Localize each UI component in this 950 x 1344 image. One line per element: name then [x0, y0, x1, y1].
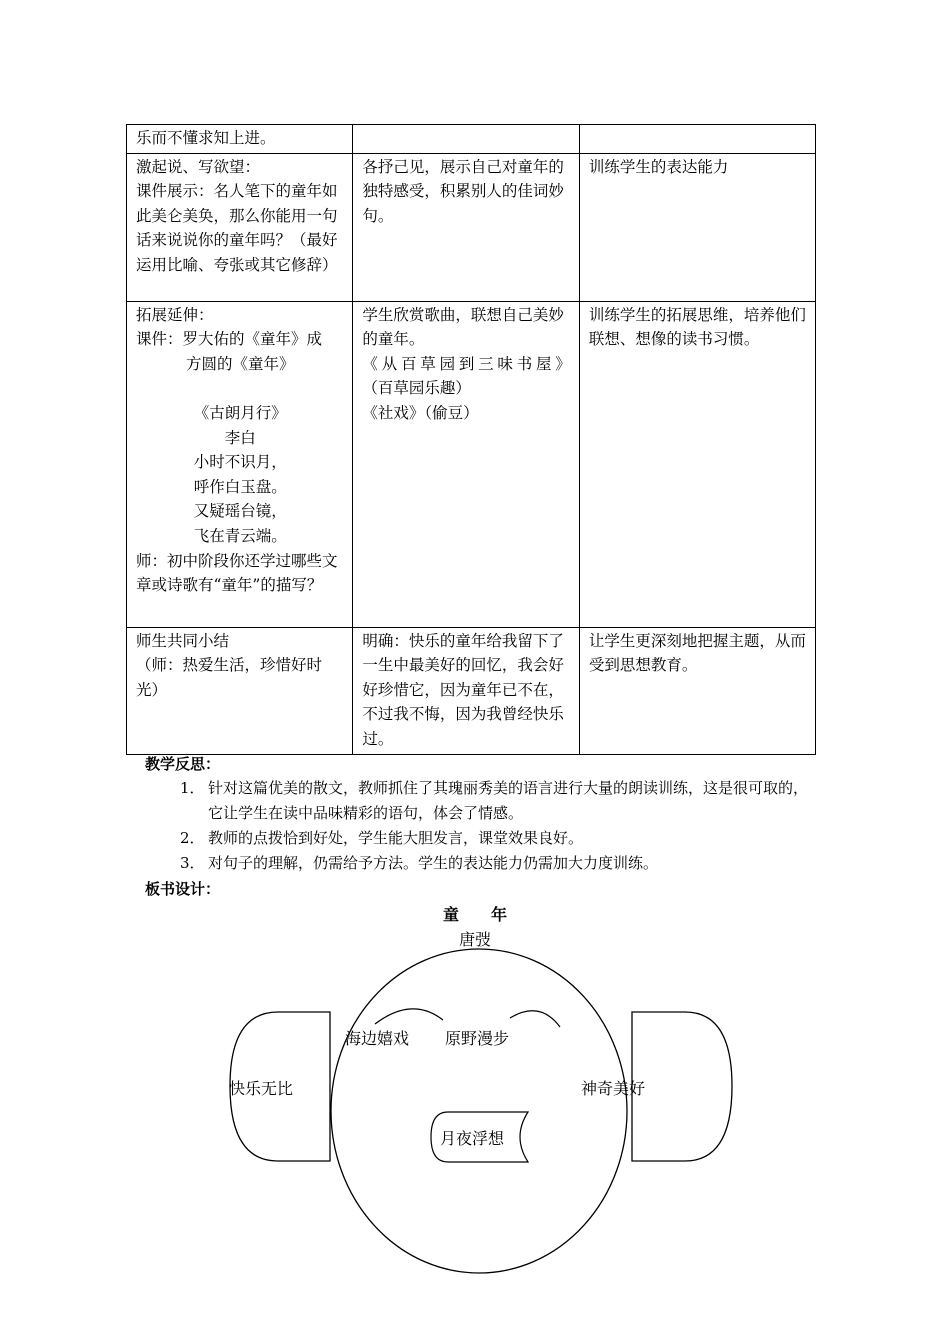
item-number: 3． [180, 854, 205, 872]
item-text: 对句子的理解，仍需给予方法。学生的表达能力仍需加大力度训练。 [208, 854, 659, 872]
poem-author: 李白 [224, 428, 256, 447]
poem-line: 又疑瑶台镜， [193, 502, 287, 521]
board-heading: 板书设计： [145, 880, 221, 898]
mouth-label: 月夜浮想 [440, 1129, 505, 1148]
right-ear-shape [632, 1012, 732, 1161]
cell-text: 学生欣赏歌曲，联想自己美妙的童年。 [362, 305, 564, 349]
cell-text: 激起说、写欲望： [136, 157, 261, 176]
poem-line: 飞在青云端。 [193, 526, 287, 545]
poem-title: 《古朗月行》 [193, 403, 287, 422]
poem-line: 小时不识月， [193, 453, 287, 472]
left-ear-label: 快乐无比 [229, 1079, 294, 1098]
item-number: 1． [180, 779, 205, 797]
item-text: 教师的点拨恰到好处，学生能大胆发言，课堂效果良好。 [208, 829, 584, 847]
right-eyebrow [510, 1011, 560, 1027]
cell-text: 让学生更深刻地把握主题，从而受到思想教育。 [588, 631, 806, 675]
cell-text: 课件：罗大佑的《童年》成 [136, 330, 323, 349]
left-eye-label: 海边嬉戏 [345, 1029, 410, 1048]
right-eye-label: 原野漫步 [445, 1029, 510, 1048]
reflection-heading: 教学反思： [145, 755, 221, 773]
cell-text: 乐而不懂求知上进。 [136, 129, 276, 147]
cell-text: 方圆的《童年》 [186, 354, 295, 373]
cell-text: 课件展示：名人笔下的童年如此美仑美奂，那么你能用一句话来说说你的童年吗？（最好运用比喻、夸张或其它修辞） [136, 182, 338, 274]
right-ear-label: 神奇美好 [581, 1079, 646, 1098]
face-circle [331, 949, 627, 1273]
board-title: 童 年 [442, 905, 507, 924]
cell-text: （师：热爱生活，珍惜好时光） [136, 656, 323, 699]
cell-text: （百草园乐趣） [362, 379, 471, 398]
cell-text: 师：初中阶段你还学过哪些文章或诗歌有“童年”的描写？ [136, 551, 338, 595]
cell-text: 训练学生的拓展思维，培养他们联想、想像的读书习惯。 [588, 305, 806, 349]
cell-text: 师生共同小结 [136, 631, 230, 650]
cell-text: 训练学生的表达能力 [588, 157, 729, 176]
item-text: 针对这篇优美的散文，教师抓住了其瑰丽秀美的语言进行大量的朗读训练，这是很可取的，它让学生在读中品味精彩的语句，体会了情感。 [208, 779, 809, 822]
cell-text: 各抒己见，展示自己对童年的独特感受，积累别人的佳词妙句。 [362, 157, 564, 225]
item-number: 2． [180, 829, 205, 847]
cell-text: 《从百草园到三味书屋》 [362, 354, 571, 373]
cell-text: 拓展延伸： [136, 305, 214, 324]
board-author: 唐弢 [458, 930, 491, 949]
poem-line: 呼作白玉盘。 [193, 477, 287, 496]
cell-text: 《社戏》（偷豆） [362, 403, 479, 422]
cell-text: 明确：快乐的童年给我留下了一生中最美好的回忆，我会好好珍惜它，因为童年已不在，不过我不悔，因为我曾经快乐过。 [362, 631, 564, 748]
left-eyebrow [375, 1009, 443, 1024]
